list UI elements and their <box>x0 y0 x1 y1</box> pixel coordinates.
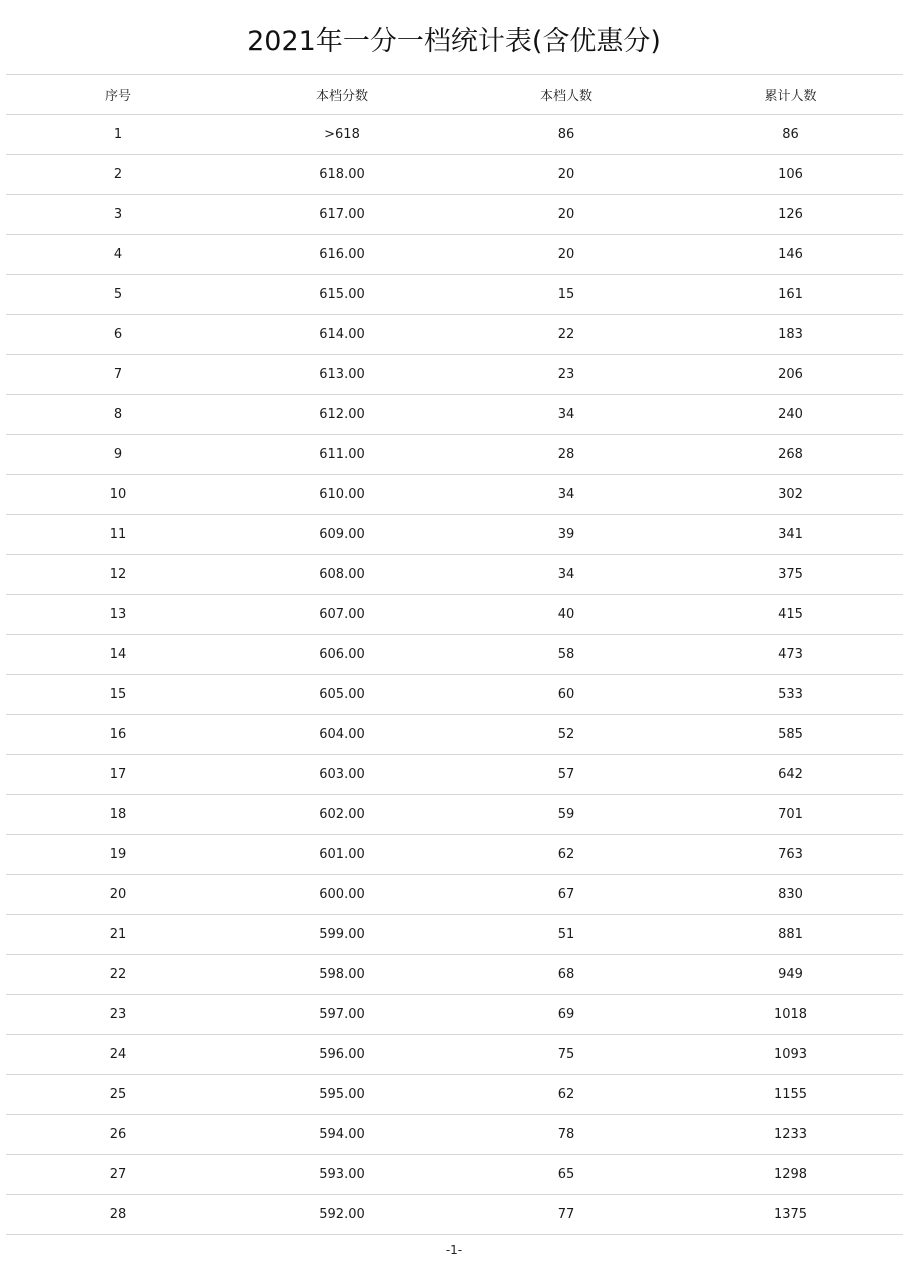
cell-count: 57 <box>454 755 678 795</box>
cell-count: 20 <box>454 155 678 195</box>
cell-index: 10 <box>6 475 230 515</box>
cell-cumulative: 86 <box>678 115 903 155</box>
cell-cumulative: 106 <box>678 155 903 195</box>
cell-count: 65 <box>454 1155 678 1195</box>
cell-score: 593.00 <box>230 1155 454 1195</box>
cell-score: 592.00 <box>230 1195 454 1235</box>
cell-score: 607.00 <box>230 595 454 635</box>
cell-score: >618 <box>230 115 454 155</box>
cell-score: 605.00 <box>230 675 454 715</box>
cell-cumulative: 473 <box>678 635 903 675</box>
table-row <box>6 955 903 995</box>
cell-count: 86 <box>454 115 678 155</box>
cell-count: 34 <box>454 555 678 595</box>
cell-count: 75 <box>454 1035 678 1075</box>
cell-index: 1 <box>6 115 230 155</box>
cell-score: 612.00 <box>230 395 454 435</box>
cell-index: 25 <box>6 1075 230 1115</box>
cell-count: 62 <box>454 1075 678 1115</box>
cell-cumulative: 302 <box>678 475 903 515</box>
cell-score: 614.00 <box>230 315 454 355</box>
cell-count: 60 <box>454 675 678 715</box>
header-count: 本档人数 <box>454 75 678 115</box>
cell-index: 18 <box>6 795 230 835</box>
cell-cumulative: 183 <box>678 315 903 355</box>
cell-score: 616.00 <box>230 235 454 275</box>
table-row <box>6 635 903 675</box>
cell-index: 17 <box>6 755 230 795</box>
page-title: 2021年一分一档统计表(含优惠分) <box>247 26 661 57</box>
table-row <box>6 355 903 395</box>
cell-index: 6 <box>6 315 230 355</box>
cell-index: 13 <box>6 595 230 635</box>
cell-score: 602.00 <box>230 795 454 835</box>
table-row <box>6 795 903 835</box>
cell-score: 600.00 <box>230 875 454 915</box>
table-row <box>6 915 903 955</box>
cell-count: 67 <box>454 875 678 915</box>
cell-score: 598.00 <box>230 955 454 995</box>
cell-index: 19 <box>6 835 230 875</box>
table-row <box>6 875 903 915</box>
table-row <box>6 755 903 795</box>
cell-index: 27 <box>6 1155 230 1195</box>
cell-score: 617.00 <box>230 195 454 235</box>
cell-score: 615.00 <box>230 275 454 315</box>
cell-cumulative: 341 <box>678 515 903 555</box>
cell-score: 611.00 <box>230 435 454 475</box>
table-row <box>6 1155 903 1195</box>
cell-score: 613.00 <box>230 355 454 395</box>
table-row <box>6 435 903 475</box>
cell-cumulative: 642 <box>678 755 903 795</box>
cell-count: 69 <box>454 995 678 1035</box>
table-body <box>6 115 903 1235</box>
cell-count: 59 <box>454 795 678 835</box>
cell-count: 77 <box>454 1195 678 1235</box>
cell-cumulative: 881 <box>678 915 903 955</box>
table-row <box>6 515 903 555</box>
cell-cumulative: 830 <box>678 875 903 915</box>
cell-cumulative: 146 <box>678 235 903 275</box>
table-row <box>6 1115 903 1155</box>
cell-index: 7 <box>6 355 230 395</box>
table-row <box>6 1035 903 1075</box>
cell-index: 2 <box>6 155 230 195</box>
cell-count: 34 <box>454 395 678 435</box>
cell-score: 597.00 <box>230 995 454 1035</box>
cell-count: 23 <box>454 355 678 395</box>
cell-count: 28 <box>454 435 678 475</box>
cell-index: 12 <box>6 555 230 595</box>
cell-count: 22 <box>454 315 678 355</box>
cell-score: 594.00 <box>230 1115 454 1155</box>
table-row <box>6 595 903 635</box>
cell-index: 28 <box>6 1195 230 1235</box>
cell-cumulative: 701 <box>678 795 903 835</box>
cell-score: 596.00 <box>230 1035 454 1075</box>
cell-index: 5 <box>6 275 230 315</box>
cell-count: 68 <box>454 955 678 995</box>
table-row <box>6 475 903 515</box>
table-row <box>6 235 903 275</box>
cell-index: 9 <box>6 435 230 475</box>
cell-count: 34 <box>454 475 678 515</box>
cell-score: 603.00 <box>230 755 454 795</box>
cell-index: 11 <box>6 515 230 555</box>
table-row <box>6 835 903 875</box>
cell-index: 16 <box>6 715 230 755</box>
table-row <box>6 715 903 755</box>
cell-index: 4 <box>6 235 230 275</box>
cell-index: 24 <box>6 1035 230 1075</box>
cell-cumulative: 415 <box>678 595 903 635</box>
cell-cumulative: 763 <box>678 835 903 875</box>
cell-index: 8 <box>6 395 230 435</box>
cell-cumulative: 161 <box>678 275 903 315</box>
cell-cumulative: 949 <box>678 955 903 995</box>
score-distribution-table <box>6 74 903 1235</box>
header-index: 序号 <box>6 75 230 115</box>
table-row <box>6 1075 903 1115</box>
cell-index: 21 <box>6 915 230 955</box>
cell-count: 78 <box>454 1115 678 1155</box>
cell-count: 52 <box>454 715 678 755</box>
cell-cumulative: 1375 <box>678 1195 903 1235</box>
cell-cumulative: 268 <box>678 435 903 475</box>
table-row <box>6 555 903 595</box>
cell-count: 39 <box>454 515 678 555</box>
cell-cumulative: 375 <box>678 555 903 595</box>
table-row <box>6 675 903 715</box>
cell-count: 20 <box>454 235 678 275</box>
cell-count: 58 <box>454 635 678 675</box>
cell-cumulative: 533 <box>678 675 903 715</box>
cell-cumulative: 206 <box>678 355 903 395</box>
table-row <box>6 315 903 355</box>
cell-index: 15 <box>6 675 230 715</box>
cell-score: 595.00 <box>230 1075 454 1115</box>
cell-cumulative: 1018 <box>678 995 903 1035</box>
cell-count: 62 <box>454 835 678 875</box>
table-header <box>6 75 903 115</box>
table-row <box>6 195 903 235</box>
header-row <box>6 75 903 115</box>
table-row <box>6 155 903 195</box>
cell-cumulative: 1233 <box>678 1115 903 1155</box>
cell-index: 3 <box>6 195 230 235</box>
cell-count: 15 <box>454 275 678 315</box>
cell-score: 609.00 <box>230 515 454 555</box>
cell-score: 608.00 <box>230 555 454 595</box>
cell-score: 599.00 <box>230 915 454 955</box>
cell-index: 26 <box>6 1115 230 1155</box>
table-row <box>6 275 903 315</box>
cell-cumulative: 1155 <box>678 1075 903 1115</box>
table-row <box>6 1195 903 1235</box>
page-number: -1- <box>445 1243 463 1257</box>
cell-count: 51 <box>454 915 678 955</box>
cell-cumulative: 126 <box>678 195 903 235</box>
cell-index: 23 <box>6 995 230 1035</box>
table-row <box>6 115 903 155</box>
cell-index: 20 <box>6 875 230 915</box>
header-score: 本档分数 <box>230 75 454 115</box>
table-row <box>6 995 903 1035</box>
cell-score: 606.00 <box>230 635 454 675</box>
cell-index: 14 <box>6 635 230 675</box>
header-cumulative: 累计人数 <box>678 75 903 115</box>
table-row <box>6 395 903 435</box>
cell-count: 40 <box>454 595 678 635</box>
cell-score: 601.00 <box>230 835 454 875</box>
cell-score: 610.00 <box>230 475 454 515</box>
cell-score: 618.00 <box>230 155 454 195</box>
cell-cumulative: 585 <box>678 715 903 755</box>
cell-cumulative: 240 <box>678 395 903 435</box>
cell-cumulative: 1298 <box>678 1155 903 1195</box>
cell-index: 22 <box>6 955 230 995</box>
cell-cumulative: 1093 <box>678 1035 903 1075</box>
cell-count: 20 <box>454 195 678 235</box>
cell-score: 604.00 <box>230 715 454 755</box>
